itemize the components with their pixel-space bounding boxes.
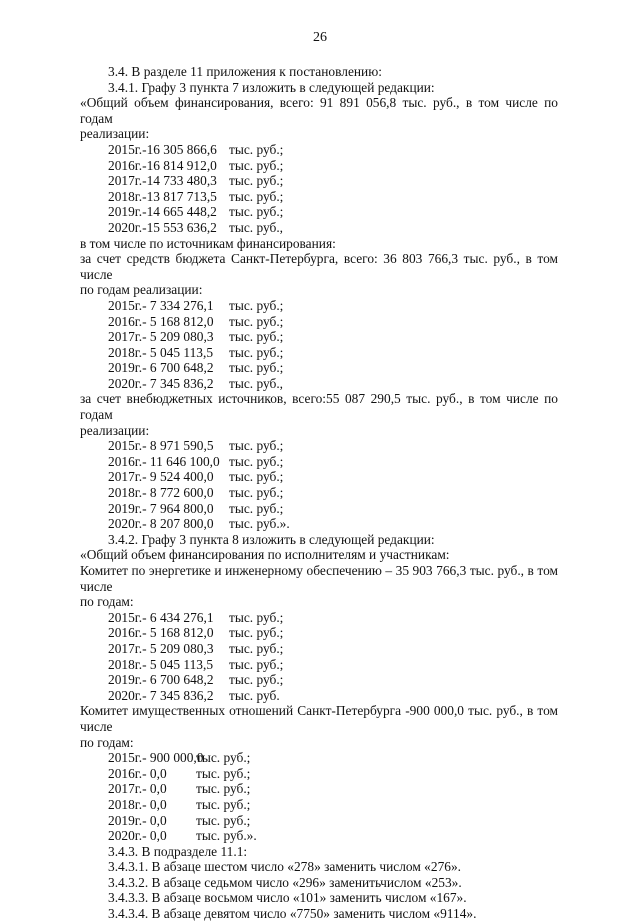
year-amount: 2020г.- 0,0 xyxy=(108,828,167,844)
year-row xyxy=(80,189,558,205)
section-3-4-3-3: 3.4.3.3. В абзаце восьмом число «101» заменить числом «167». xyxy=(108,890,467,906)
amount-unit: тыс. руб.; xyxy=(229,609,284,625)
year-row xyxy=(80,142,558,158)
amount-unit: тыс. руб.; xyxy=(229,500,284,516)
amount-unit: тыс. руб.; xyxy=(229,344,284,360)
budget-by-year-table xyxy=(80,298,558,392)
amount-unit: тыс. руб.; xyxy=(196,781,251,797)
year-row xyxy=(80,438,558,454)
year-amount: 2020г.- 7 345 836,2 xyxy=(108,375,214,391)
amount-unit: тыс. руб.; xyxy=(229,640,284,656)
year-row xyxy=(80,688,558,704)
amount-unit: тыс. руб.; xyxy=(229,453,284,469)
document-body xyxy=(80,64,558,922)
year-amount: 2017г.- 5 209 080,3 xyxy=(108,329,214,345)
year-amount: 2020г.- 8 207 800,0 xyxy=(108,516,214,532)
year-row xyxy=(80,329,558,345)
amount-unit: тыс. руб.; xyxy=(229,360,284,376)
amount-unit: тыс. руб.; xyxy=(196,796,251,812)
section-3-4-3: 3.4.3. В подразделе 11.1: xyxy=(108,843,248,859)
executors-intro: «Общий объем финансирования по исполнителям и участникам: xyxy=(80,547,450,563)
year-row xyxy=(80,766,558,782)
amount-unit: тыс. руб.; xyxy=(229,313,284,329)
amount-unit: тыс. руб. xyxy=(229,687,280,703)
amount-unit: тыс. руб.; xyxy=(229,329,284,345)
energy-committee-line-cont: по годам: xyxy=(80,594,134,610)
extrabudget-by-year-table xyxy=(80,438,558,532)
year-row xyxy=(80,610,558,626)
amount-unit: тыс. руб.; xyxy=(196,812,251,828)
year-row xyxy=(80,220,558,236)
page-number: 26 xyxy=(313,30,327,45)
year-row xyxy=(80,158,558,174)
amount-unit: тыс. руб.; xyxy=(196,750,251,766)
budget-financing-line: за счет средств бюджета Санкт-Петербурга, всего: 36 803 766,3 тыс. руб., в том числе xyxy=(80,251,558,282)
year-row xyxy=(80,298,558,314)
property-by-year-table xyxy=(80,750,558,844)
year-amount: 2016г.-16 814 912,0 xyxy=(108,157,217,173)
amount-unit: тыс. руб.; xyxy=(229,173,284,189)
energy-by-year-table xyxy=(80,610,558,704)
year-row xyxy=(80,501,558,517)
section-3-4-2: 3.4.2. Графу 3 пункта 8 изложить в следующей редакции: xyxy=(108,531,435,547)
year-row xyxy=(80,672,558,688)
year-amount: 2016г.- 5 168 812,0 xyxy=(108,313,214,329)
amount-unit: тыс. руб.; xyxy=(229,204,284,220)
year-amount: 2019г.- 7 964 800,0 xyxy=(108,500,214,516)
section-3-4: 3.4. В разделе 11 приложения к постановлению: xyxy=(108,64,382,79)
year-amount: 2018г.- 0,0 xyxy=(108,796,167,812)
amount-unit: тыс. руб.; xyxy=(229,188,284,204)
amount-unit: тыс. руб.; xyxy=(229,297,284,313)
year-amount: 2018г.- 8 772 600,0 xyxy=(108,485,214,501)
year-row xyxy=(80,657,558,673)
year-row xyxy=(80,516,558,532)
sources-intro: в том числе по источникам финансирования: xyxy=(80,235,336,251)
section-3-4-3-1: 3.4.3.1. В абзаце шестом число «278» заменить числом «276». xyxy=(108,859,462,875)
year-amount: 2017г.- 0,0 xyxy=(108,781,167,797)
amount-unit: тыс. руб.; xyxy=(196,765,251,781)
year-row xyxy=(80,625,558,641)
amount-unit: тыс. руб.; xyxy=(229,438,284,454)
year-row xyxy=(80,797,558,813)
budget-financing-line-cont: по годам реализации: xyxy=(80,282,203,298)
year-amount: 2015г.- 8 971 590,5 xyxy=(108,438,214,454)
year-row xyxy=(80,345,558,361)
amount-unit: тыс. руб.; xyxy=(229,625,284,641)
amount-unit: тыс. руб.; xyxy=(229,141,284,157)
amount-unit: тыс. руб.». xyxy=(196,828,257,844)
total-by-year-table xyxy=(80,142,558,236)
amount-unit: тыс. руб., xyxy=(229,219,284,235)
total-financing-line-cont: реализации: xyxy=(80,126,150,142)
property-committee-line: Комитет имущественных отношений Санкт-Петербурга -900 000,0 тыс. руб., в том числе xyxy=(80,703,558,734)
year-row xyxy=(80,173,558,189)
year-row xyxy=(80,454,558,470)
year-row xyxy=(80,204,558,220)
year-row xyxy=(80,641,558,657)
extrabudget-financing-line: за счет внебюджетных источников, всего:55 087 290,5 тыс. руб., в том числе по годам xyxy=(80,391,558,423)
year-amount: 2015г.- 900 000,0 xyxy=(108,750,204,766)
amount-unit: тыс. руб., xyxy=(229,375,284,391)
property-committee-line-cont: по годам: xyxy=(80,734,134,750)
year-amount: 2016г.- 5 168 812,0 xyxy=(108,625,214,641)
year-row xyxy=(80,314,558,330)
total-financing-line: «Общий объем финансирования, всего: 91 891 056,8 тыс. руб., в том числе по годам xyxy=(80,95,558,126)
section-3-4-1: 3.4.1. Графу 3 пункта 7 изложить в следующей редакции: xyxy=(108,79,435,95)
year-row xyxy=(80,485,558,501)
year-amount: 2018г.-13 817 713,5 xyxy=(108,188,217,204)
year-row xyxy=(80,828,558,844)
year-row xyxy=(80,781,558,797)
year-row xyxy=(80,469,558,485)
year-amount: 2016г.- 0,0 xyxy=(108,765,167,781)
year-amount: 2015г.- 6 434 276,1 xyxy=(108,609,214,625)
year-amount: 2019г.- 0,0 xyxy=(108,812,167,828)
year-amount: 2015г.- 7 334 276,1 xyxy=(108,297,214,313)
section-3-4-3-4: 3.4.3.4. В абзаце девятом число «7750» заменить числом «9114». xyxy=(108,906,477,922)
year-row xyxy=(80,750,558,766)
energy-committee-line: Комитет по энергетике и инженерному обеспечению – 35 903 766,3 тыс. руб., в том числе xyxy=(80,563,558,594)
year-amount: 2018г.- 5 045 113,5 xyxy=(108,656,214,672)
year-amount: 2016г.- 11 646 100,0 xyxy=(108,453,220,469)
year-amount: 2017г.- 5 209 080,3 xyxy=(108,640,214,656)
year-amount: 2018г.- 5 045 113,5 xyxy=(108,344,214,360)
amount-unit: тыс. руб.; xyxy=(229,485,284,501)
year-row xyxy=(80,813,558,829)
amount-unit: тыс. руб.; xyxy=(229,157,284,173)
year-amount: 2019г.-14 665 448,2 xyxy=(108,204,217,220)
year-row xyxy=(80,376,558,392)
year-amount: 2017г.- 9 524 400,0 xyxy=(108,469,214,485)
amount-unit: тыс. руб.; xyxy=(229,469,284,485)
year-row xyxy=(80,360,558,376)
year-amount: 2017г.-14 733 480,3 xyxy=(108,173,217,189)
section-3-4-3-2: 3.4.3.2. В абзаце седьмом число «296» заменитьчислом «253». xyxy=(108,874,462,890)
amount-unit: тыс. руб.». xyxy=(229,516,290,532)
year-amount: 2020г.-15 553 636,2 xyxy=(108,219,217,235)
extrabudget-financing-line-cont: реализации: xyxy=(80,422,150,438)
year-amount: 2020г.- 7 345 836,2 xyxy=(108,687,214,703)
year-amount: 2019г.- 6 700 648,2 xyxy=(108,672,214,688)
year-amount: 2015г.-16 305 866,6 xyxy=(108,141,217,157)
amount-unit: тыс. руб.; xyxy=(229,656,284,672)
amount-unit: тыс. руб.; xyxy=(229,672,284,688)
year-amount: 2019г.- 6 700 648,2 xyxy=(108,360,214,376)
